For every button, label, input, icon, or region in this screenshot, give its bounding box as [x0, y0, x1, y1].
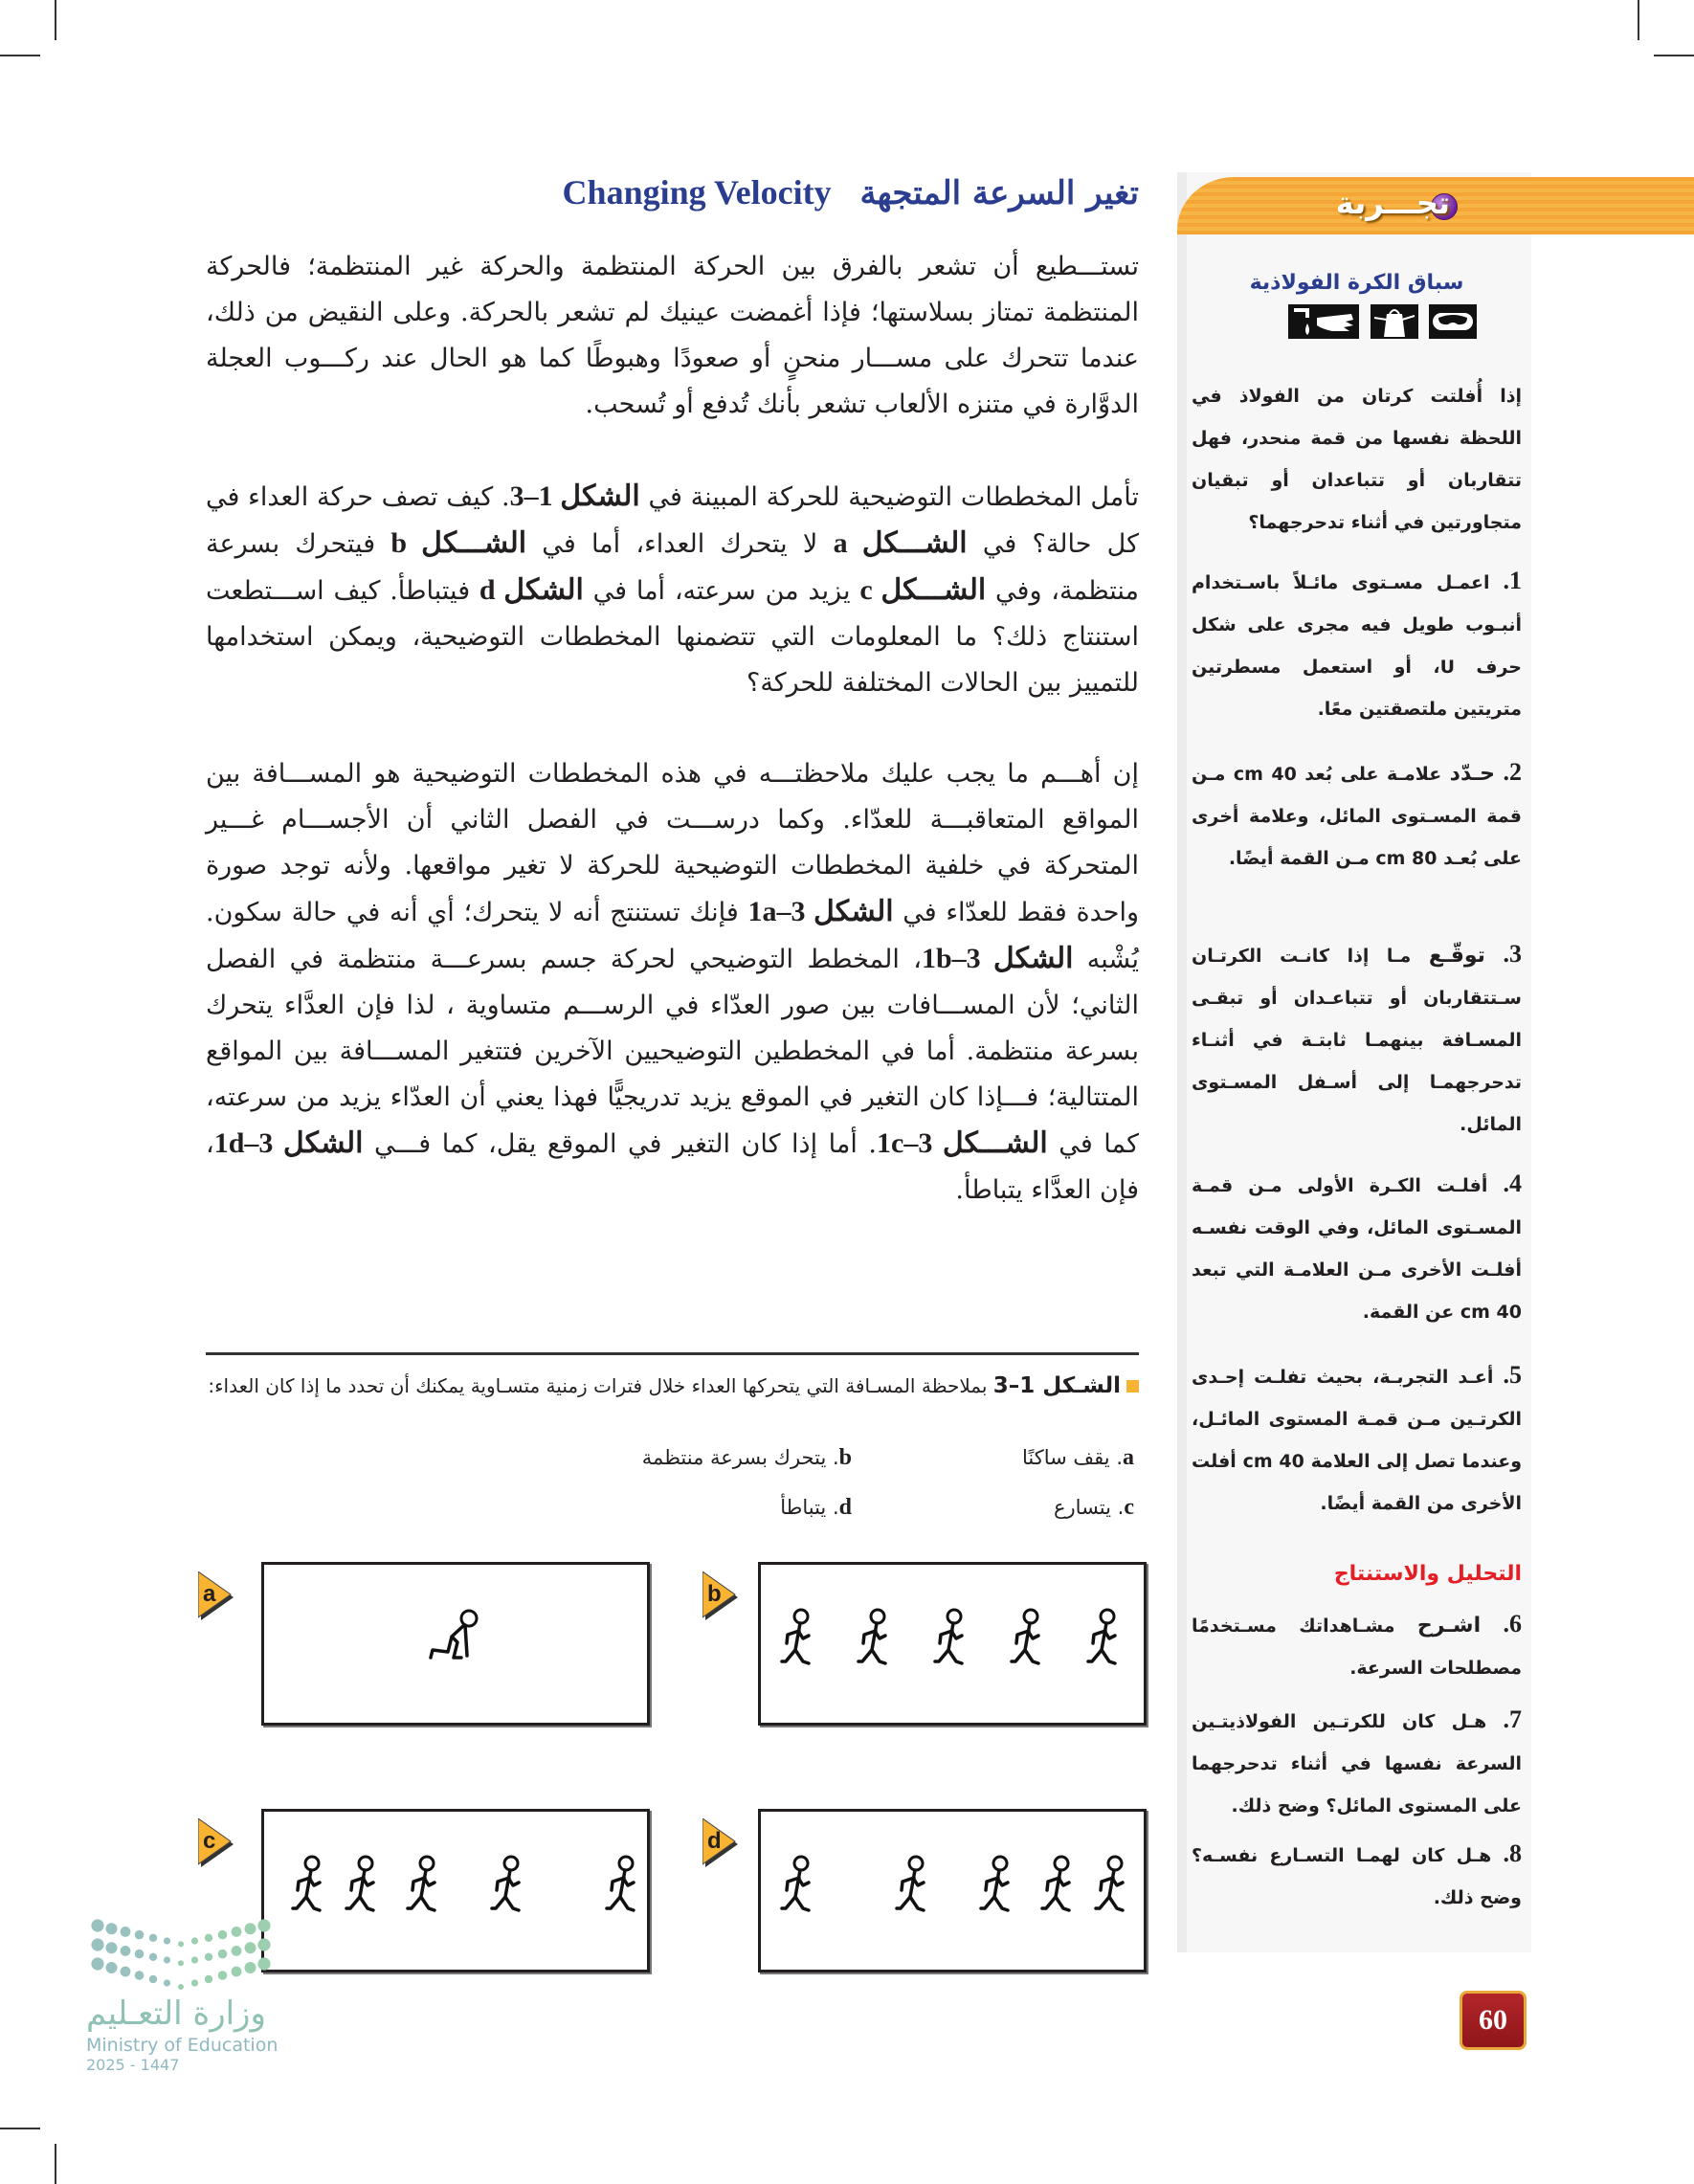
figure-ref[interactable]: الشـــكل b — [390, 527, 527, 559]
lab-step — [1192, 1354, 1522, 1525]
figure-ref[interactable]: الشـــكل 1c–3 — [877, 1127, 1048, 1159]
crop-mark — [1654, 55, 1694, 56]
lab-step — [1192, 1163, 1522, 1333]
motion-diagram-a — [261, 1562, 650, 1726]
panel-label-a — [198, 1571, 236, 1623]
lab-step — [1192, 560, 1522, 730]
step-text: أعـد التجربـة، بحيث تفلـت إحـدى الكرتـين مـن قمـة المستوى المائـل، وعندما تصل إلى العلامة 40 cm أفلت الأخرى من القمة أيضًا. — [1192, 1367, 1522, 1514]
logo-year: 2025 - 1447 — [86, 2056, 180, 2074]
page-number: 60 — [1460, 1991, 1527, 2050]
step-number: 2. — [1503, 758, 1522, 786]
crop-mark — [0, 2128, 40, 2129]
section-title-ar: تغير السرعة المتجهة — [859, 174, 1139, 212]
panel-letter: d — [707, 1828, 722, 1854]
panel-letter: b — [707, 1581, 722, 1607]
analysis-step — [1192, 1699, 1522, 1827]
option-a: a. يقف ساكنًا — [1022, 1445, 1134, 1470]
paragraph-diagrams: تأمل المخططات التوضيحية للحركة المبينة في الشكل 1–3. كيف تصف حركة العداء في كل حالة؟ في الشـــكل a لا يتحرك العداء، أما في الشـــكل b فيتحرك بسرعة منتظمة، وفي الشـــكل c يزيد من سرعته، أما في الشكل d فيتباطأ. كيف اســـتطعت استنتاج ذلك؟ ما المعلومات التي تتضمنها المخططات التوضيحية، ويمكن استخدامها للتمييز بين الحالات المختلفة للحركة؟ — [206, 480, 1140, 698]
motion-diagram-d — [758, 1809, 1147, 1972]
figure-ref[interactable]: الشكل 1a–3 — [747, 896, 894, 927]
step-number: 4. — [1503, 1170, 1522, 1197]
figure-ref[interactable]: الشكل 1d–3 — [213, 1127, 364, 1159]
runner-icon — [488, 1855, 530, 1922]
figure-caption: الشـكل 1–3 بملاحظة المسـافة التي يتحركها العداء خلال فترات زمنية متسـاوية يمكنك أن تحدد ما إذا كان العداء: — [206, 1364, 1139, 1408]
step-number: 8. — [1503, 1839, 1522, 1867]
step-keyword: اشـرح — [1416, 1614, 1482, 1638]
crop-mark — [55, 0, 56, 40]
figure-ref[interactable]: الشكل 1b–3 — [921, 943, 1074, 974]
caption-marker-icon — [1126, 1380, 1139, 1393]
lab-header — [1177, 177, 1694, 234]
section-title-en: Changing Velocity — [562, 173, 832, 212]
crop-mark — [55, 2144, 56, 2184]
hand-wash-icon — [1288, 304, 1359, 339]
step-text: أفلـت الكـرة الأولى مـن قمـة المسـتوى المائل، وفي الوقت نفسـه أفلـت الأخرى مـن العلامـة التي تبعد 40 cm عن القمة. — [1192, 1175, 1522, 1323]
figure-label: الشـكل 1–3 — [992, 1373, 1121, 1398]
analysis-step — [1192, 1603, 1522, 1689]
crop-mark — [0, 55, 40, 56]
panel-label-d — [702, 1818, 741, 1870]
ministry-logo — [86, 1914, 306, 2074]
analysis-step — [1192, 1833, 1522, 1919]
runner-icon — [855, 1608, 897, 1675]
paragraph-distance: إن أهـــم ما يجب عليك ملاحظتـــه في هذه المخططات التوضيحية هو المســـافة بين المواقع المتعاقبـــة للعدّاء. وكما درســـت في الفصل الثاني أن الأجســـام غـــير المتحركة في خلفية المخططات التوضيحية للحركة لا تغير مواقعها. ولأنه توجد صورة واحدة فقط للعدّاء في الشكل 1a–3 فإنك تستنتج أنه لا يتحرك؛ أي أنه في حالة سكون. يُشْبه الشكل 1b–3، المخطط التوضيحي لحركة جسم بسرعـــة منتظمة في الفصل الثاني؛ لأن المســـافات بين صور العدّاء في الرســـم متساوية ، لذا فإن العدَّاء يتحرك بسرعة منتظمة. أما في المخططين التوضيحيين الآخرين فتتغير المســـافة بين المواقع المتتالية؛ فـــإذا كان التغير في الموقع يزيد تدريجيًّا فهذا يعني أن العدّاء يزيد من سرعته، كما في الشـــكل 1c–3. أما إذا كان التغير في الموقع يقل، كما فـــي الشكل 1d–3، فإن العدَّاء يتباطأ. — [206, 759, 1140, 1205]
step-keyword: حـدّد — [1449, 762, 1496, 786]
crop-mark — [1638, 0, 1639, 40]
lab-step — [1192, 933, 1522, 1146]
figure-ref[interactable]: الشكل d — [479, 574, 584, 606]
runner-icon — [603, 1855, 645, 1922]
figure-ref[interactable]: الشكل 1–3 — [509, 480, 640, 512]
analysis-title: التحليل والاستنتاج — [1333, 1562, 1522, 1586]
panel-label-c — [198, 1818, 236, 1870]
figure-ref[interactable]: الشـــكل a — [833, 527, 968, 559]
option-b: b. يتحرك بسرعة منتظمة — [641, 1445, 852, 1470]
lab-header-title: تجـــربة — [1335, 185, 1450, 221]
logo-english: Ministry of Education — [86, 2035, 279, 2056]
apron-icon — [1371, 304, 1418, 339]
runner-icon — [1092, 1855, 1134, 1922]
step-text: مشـاهداتك مسـتخدمًا مصطلحات السرعة. — [1192, 1616, 1522, 1679]
crouching-runner-icon — [427, 1608, 484, 1665]
logo-arabic: وزارة التعـليم — [86, 1995, 266, 2033]
runner-icon — [404, 1855, 446, 1922]
step-text: مـا إذا كانـت الكرتـان سـتتقاربان أو تتباعـدان أو تبقـى المسـافة بينهمـا ثابتـة في أثنـاء تدحرجهمـا إلى أسـفل المسـتوى المائل. — [1192, 946, 1522, 1135]
panel-label-b — [702, 1571, 741, 1623]
runner-icon — [977, 1855, 1019, 1922]
runner-icon — [1038, 1855, 1081, 1922]
runner-icon — [778, 1855, 820, 1922]
panel-letter: a — [203, 1581, 216, 1607]
runner-icon — [778, 1608, 820, 1675]
lab-step — [1192, 751, 1522, 880]
lab-question: إذا أُفلتت كرتان من الفولاذ في اللحظة نفسها من قمة منحدر، فهل تتقاربان أو تتباعدان أو تبقيان متجاورتين في أثناء تدحرجهما؟ — [1192, 386, 1522, 533]
caption-divider — [206, 1352, 1139, 1355]
runner-icon — [1084, 1608, 1126, 1675]
runner-icon — [289, 1855, 331, 1922]
panel-letter: c — [203, 1828, 216, 1854]
runner-icon — [343, 1855, 385, 1922]
step-text: علامـة على بُعد 40 cm مـن قمة المسـتوى المائل، وعلامة أخرى على بُعـد 80 cm مـن القمة أيضًا. — [1192, 764, 1522, 869]
runner-icon — [893, 1855, 935, 1922]
step-text: هـل كان لهمـا التسـارع نفسـه؟ وضح ذلك. — [1192, 1845, 1522, 1908]
figure-ref[interactable]: الشـــكل c — [859, 574, 987, 606]
step-text: هـل كان للكرتـين الفولاذيتـين السرعة نفسها في أثناء تدحرجهما على المستوى المائل؟ وضح ذلك. — [1192, 1711, 1522, 1816]
option-c: c. يتسارع — [1054, 1495, 1134, 1520]
step-text: اعمـل مسـتوى مائـلاً باسـتخدام أنبـوب طويل فيه مجرى على شكل حرف U، أو استعمل مسطرتين متريتين ملتصقتين معًا. — [1192, 572, 1522, 720]
runner-icon — [931, 1608, 973, 1675]
section-title — [206, 172, 1139, 212]
step-number: 7. — [1503, 1705, 1522, 1733]
step-number: 1. — [1503, 567, 1522, 594]
goggles-icon — [1429, 304, 1477, 339]
motion-diagram-b — [758, 1562, 1147, 1726]
step-keyword: توقّـع — [1428, 944, 1485, 968]
logo-dots-icon — [86, 1914, 278, 1991]
option-d: d. يتباطأ — [780, 1495, 852, 1520]
paragraph-intro: تستـــطيع أن تشعر بالفرق بين الحركة المنتظمة والحركة غير المنتظمة؛ فالحركة المنتظمة تمتاز بسلاستها؛ فإذا أغمضت عينيك لم تشعر بالحركة. وعلى النقيض من ذلك، عندما تتحرك على مســـار منحنٍ أو صعودًا وهبوطًا كما هو الحال عند ركـــوب العجلة الدوَّارة في متنزه الألعاب تشعر بأنك تُدفع أو تُسحب. — [206, 252, 1139, 419]
lab-title: سباق الكرة الفولاذية — [1249, 271, 1464, 295]
step-number: 6. — [1503, 1610, 1522, 1638]
step-number: 5. — [1503, 1361, 1522, 1389]
runner-icon — [1008, 1608, 1050, 1675]
motion-diagram-c — [261, 1809, 650, 1972]
step-number: 3. — [1503, 940, 1522, 968]
